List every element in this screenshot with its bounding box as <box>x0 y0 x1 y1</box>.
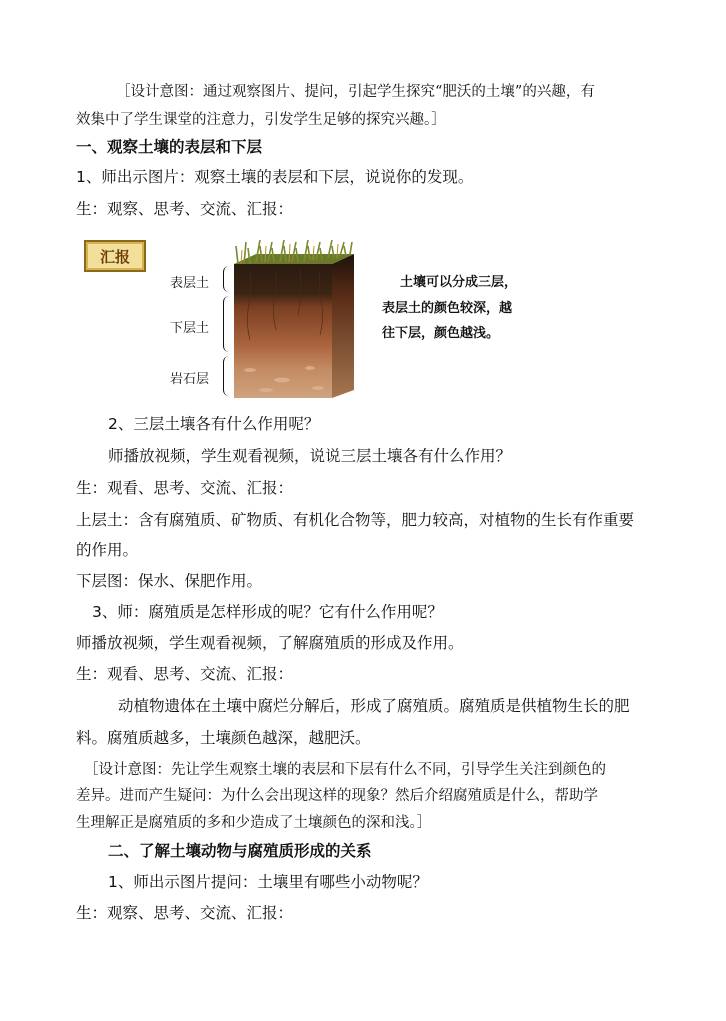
figure-caption-line-1: 土壤可以分成三层， <box>400 275 518 290</box>
design-note-2-line-3: 生理解正是腐殖质的多和少造成了土壤颜色的深和浅。］ <box>76 815 432 831</box>
student-response-3: 生：观看、思考、交流、汇报： <box>76 665 294 683</box>
label-topsoil: 表层土 <box>170 276 210 291</box>
topsoil-function-line-1: 上层土：含有腐殖质、矿物质、有机化合物等，肥力较高，对植物的生长有作重要 <box>76 511 635 529</box>
student-response-2: 生：观看、思考、交流、汇报： <box>76 479 294 497</box>
question-3: 3、师：腐殖质是怎样形成的呢？它有什么作用呢？ <box>92 603 443 621</box>
label-bedrock: 岩石层 <box>170 372 210 387</box>
soil-profile-image <box>230 240 356 400</box>
label-subsoil: 下层土 <box>170 321 210 336</box>
brace-topsoil <box>223 266 230 292</box>
design-note-1-line-1: ［设计意图：通过观察图片、提问，引起学生探究“肥沃的土壤”的兴趣，有 <box>116 84 595 100</box>
section-heading-2: 二、了解土壤动物与腐殖质形成的关系 <box>108 842 372 860</box>
video-instruction-1: 师播放视频，学生观看视频，说说三层土壤各有什么作用？ <box>108 447 512 465</box>
report-badge: 汇报 <box>84 240 146 272</box>
design-note-1-line-2: 效集中了学生课堂的注意力，引发学生足够的探究兴趣。］ <box>76 112 446 128</box>
figure-caption-line-2: 表层土的颜色较深，越 <box>382 301 513 316</box>
subsoil-function: 下层图：保水、保肥作用。 <box>76 572 263 590</box>
humus-explanation-line-1: 动植物遗体在土壤中腐烂分解后，形成了腐殖质。腐殖质是供植物生长的肥 <box>118 697 630 715</box>
step-2-question: 1、师出示图片提问：土壤里有哪些小动物呢？ <box>108 873 428 891</box>
brace-subsoil <box>223 296 230 352</box>
section-heading-1: 一、观察土壤的表层和下层 <box>76 138 263 156</box>
brace-bedrock <box>223 356 230 396</box>
student-response-4: 生：观察、思考、交流、汇报： <box>76 904 294 922</box>
figure-caption-line-3: 往下层，颜色越浅。 <box>382 326 500 341</box>
design-note-2-line-2: 差异。进而产生疑问：为什么会出现这样的现象？然后介绍腐殖质是什么，帮助学 <box>76 788 598 804</box>
humus-explanation-line-2: 料。腐殖质越多，土壤颜色越深，越肥沃。 <box>76 729 371 747</box>
question-2: 2、三层土壤各有什么作用呢？ <box>108 415 320 433</box>
design-note-2-line-1: ［设计意图：先让学生观察土壤的表层和下层有什么不同，引导学生关注到颜色的 <box>84 762 606 778</box>
student-response-1: 生：观察、思考、交流、汇报： <box>76 200 294 218</box>
video-instruction-2: 师播放视频，学生观看视频，了解腐殖质的形成及作用。 <box>76 634 464 652</box>
topsoil-function-line-2: 的作用。 <box>76 541 139 559</box>
step-1-text: 1、师出示图片：观察土壤的表层和下层，说说你的发现。 <box>76 168 474 186</box>
soil-layers-figure <box>80 234 550 404</box>
